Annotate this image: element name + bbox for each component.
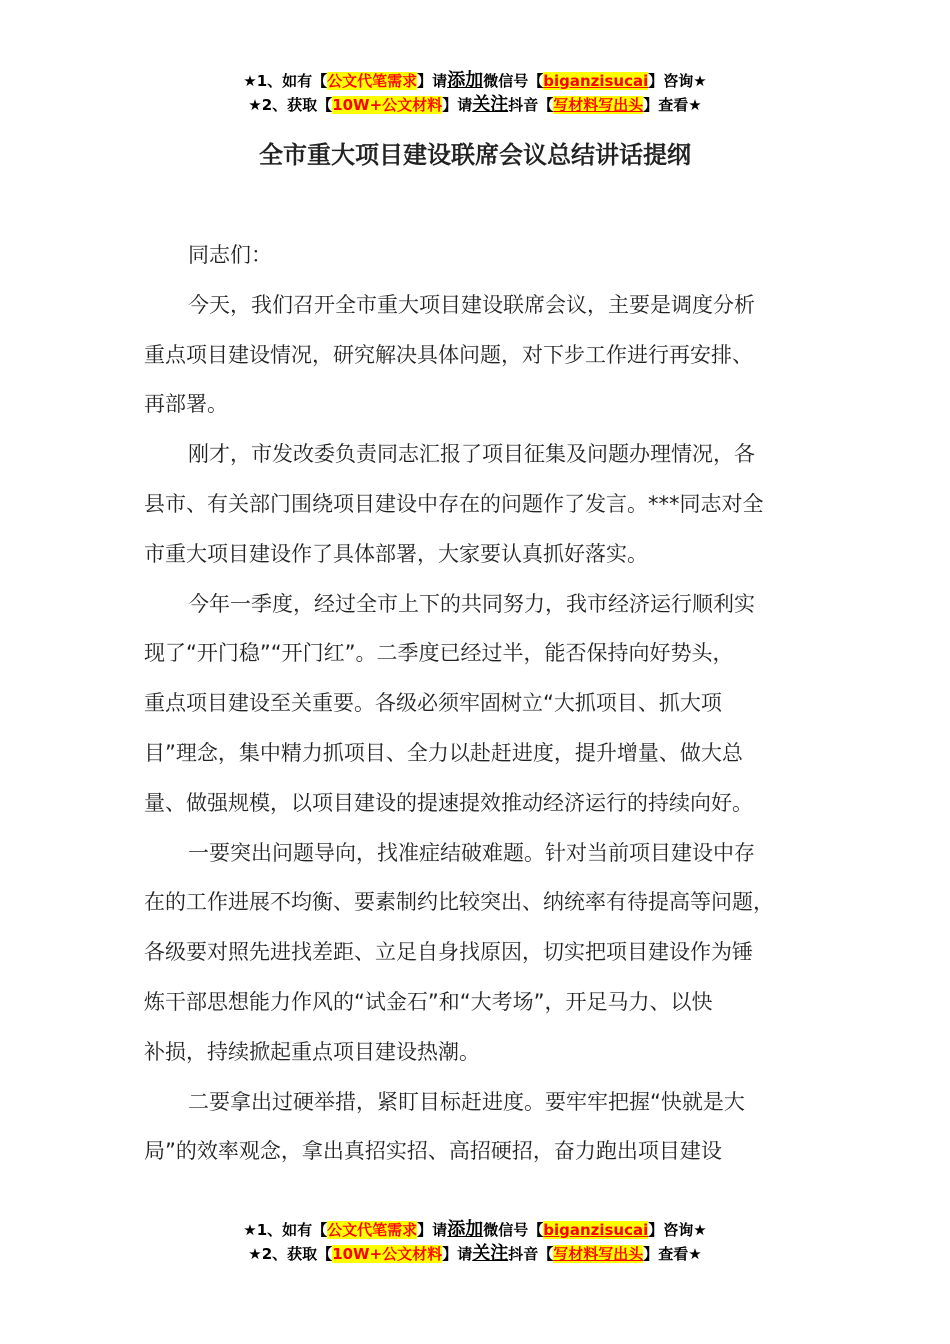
promo-text: ★2、获取【 [248,96,333,114]
promo-text: 】请 [417,1221,448,1239]
promo-text: 】查看★ [643,96,702,114]
paragraph [144,1077,844,1177]
document-title: 全市重大项目建设联席会议总结讲话提纲 [259,141,691,169]
paragraph [144,828,844,1077]
promo-emphasis: 添加 [447,70,484,91]
promo-text: 】请 [417,72,448,90]
promo-text: ★2、获取【 [248,1245,333,1263]
promo-text: 】请 [442,96,473,114]
promo-emphasis: 关注 [472,1243,509,1264]
text-line: 量、做强规模，以项目建设的提速提效推动经济运行的持续向好。 [144,790,753,815]
text-line: 重点项目建设情况，研究解决具体问题，对下步工作进行再安排、 [144,342,753,367]
paragraph [144,230,844,280]
promo-highlight: 10W+公文材料 [332,1245,443,1263]
promo-text: ★1、如有【 [243,1221,328,1239]
promo-text: 微信号【 [483,72,544,90]
promo-text: 】咨询★ [648,72,707,90]
douyin-highlight: 写材料写出头 [553,96,644,114]
promo-emphasis: 关注 [472,94,509,115]
text-line: 各级要对照先进找差距、立足自身找原因，切实把项目建设作为锤 [144,940,753,965]
wechat-id-highlight: biganzisucai [543,72,649,90]
promo-emphasis: 添加 [447,1219,484,1240]
promo-text: 抖音【 [508,1245,554,1263]
text-line: 在的工作进展不均衡、要素制约比较突出、纳统率有待提高等问题， [144,890,774,915]
text-line: 市重大项目建设作了具体部署，大家要认真抓好落实。 [144,541,648,566]
text-line: 一要突出问题导向，找准症结破难题。针对当前项目建设中存 [188,840,755,865]
text-line: 刚才，市发改委负责同志汇报了项目征集及问题办理情况，各 [188,442,755,467]
promo-text: 】查看★ [643,1245,702,1263]
document-body [144,230,844,1176]
paragraph [144,280,844,429]
promo-text: 微信号【 [483,1221,544,1239]
promo-text: ★1、如有【 [243,72,328,90]
text-line: 目”理念，集中精力抓项目、全力以赴赶进度，提升增量、做大总 [144,740,743,765]
text-line: 炼干部思想能力作风的“试金石”和“大考场”，开足马力、以快 [144,989,713,1014]
text-line: 局”的效率观念，拿出真招实招、高招硬招，奋力跑出项目建设 [144,1139,722,1164]
text-line: 今年一季度，经过全市上下的共同努力，我市经济运行顺利实 [188,591,755,616]
paragraph [144,579,844,828]
promo-highlight: 公文代笔需求 [327,1221,418,1239]
promo-line-2 [0,93,950,117]
text-line: 重点项目建设至关重要。各级必须牢固树立“大抓项目、抓大项 [144,691,722,716]
text-line: 补损，持续掀起重点项目建设热潮。 [144,1039,480,1064]
promo-highlight: 10W+公文材料 [332,96,443,114]
text-line: 现了“开门稳”“开门红”。二季度已经过半，能否保持向好势头， [144,641,734,666]
promo-text: 】咨询★ [648,1221,707,1239]
text-line: 二要拿出过硬举措，紧盯目标赶进度。要牢牢把握“快就是大 [188,1089,745,1114]
promo-footer-line-2 [0,1242,950,1266]
douyin-highlight: 写材料写出头 [553,1245,644,1263]
promo-line-1 [0,69,950,93]
promo-highlight: 公文代笔需求 [327,72,418,90]
text-line: 县市、有关部门围绕项目建设中存在的问题作了发言。***同志对全 [144,491,764,516]
paragraph [144,429,844,578]
promo-footer-line-1 [0,1218,950,1242]
text-line: 再部署。 [144,392,228,417]
text-line: 同志们： [188,243,272,267]
promo-text: 抖音【 [508,96,554,114]
text-line: 今天，我们召开全市重大项目建设联席会议，主要是调度分析 [188,292,755,317]
promo-text: 】请 [442,1245,473,1263]
wechat-id-highlight: biganzisucai [543,1221,649,1239]
